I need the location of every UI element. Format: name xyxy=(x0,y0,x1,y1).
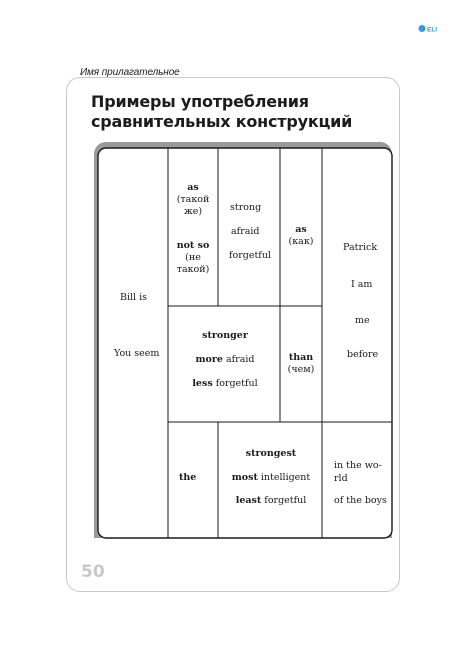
than-block xyxy=(282,352,320,376)
comparative-less-forgetful xyxy=(170,378,280,390)
word-less: less xyxy=(192,378,213,389)
word-as: as xyxy=(187,182,199,193)
page-number: 50 xyxy=(81,562,105,582)
object-i-am: I am xyxy=(351,279,373,290)
object-me: me xyxy=(355,315,370,326)
word-not-so: not so xyxy=(176,240,210,251)
subject-bill: Bill is xyxy=(120,292,148,303)
subject-you: You seem xyxy=(114,348,160,359)
positive-as2-block xyxy=(282,224,320,248)
not-so-gloss-line-1: (не xyxy=(185,252,201,263)
superlative-strongest xyxy=(220,448,322,460)
comparative-stronger xyxy=(170,330,280,342)
word-the: the xyxy=(179,472,197,483)
tail-of-the-boys: of the boys xyxy=(334,495,387,506)
page-title-line-1: Примеры употребления xyxy=(91,92,309,111)
object-patrick: Patrick xyxy=(343,242,378,253)
superlative-most-intelligent xyxy=(220,472,322,484)
word-intelligent: intelligent xyxy=(260,472,311,483)
adjective-forgetful: forgetful xyxy=(229,250,271,261)
section-label: Имя прилагательное xyxy=(80,67,180,78)
as-gloss-line-2: же) xyxy=(183,206,203,217)
positive-as-block xyxy=(170,182,216,218)
word-most: most xyxy=(231,472,258,483)
word-least: least xyxy=(235,495,262,506)
word-forgetful-comparative: forgetful xyxy=(215,378,258,389)
positive-not-so-block xyxy=(170,240,216,276)
page-title-line-2: сравнительных конструкций xyxy=(91,112,353,131)
tail-in-the-world-line-1: in the wo- xyxy=(334,460,382,471)
word-than: than xyxy=(288,352,314,363)
adjective-strong: strong xyxy=(230,202,262,213)
word-strongest: strongest xyxy=(245,448,297,459)
word-more: more xyxy=(195,354,223,365)
than-gloss: (чем) xyxy=(287,364,315,375)
superlative-least-forgetful xyxy=(220,495,322,507)
word-afraid: afraid xyxy=(225,354,255,365)
object-before: before xyxy=(347,349,379,360)
word-as-2: as xyxy=(295,224,307,235)
svg-text:ELI: ELI xyxy=(427,26,438,33)
comparative-more-afraid xyxy=(170,354,280,366)
not-so-gloss-line-2: такой) xyxy=(176,264,210,275)
word-forgetful-superlative: forgetful xyxy=(264,495,307,506)
adjective-afraid: afraid xyxy=(231,226,260,237)
as2-gloss: (как) xyxy=(288,236,314,247)
tail-in-the-world-line-2: rld xyxy=(334,473,348,484)
word-stronger: stronger xyxy=(202,330,248,341)
as-gloss-line-1: (такой xyxy=(176,194,210,205)
